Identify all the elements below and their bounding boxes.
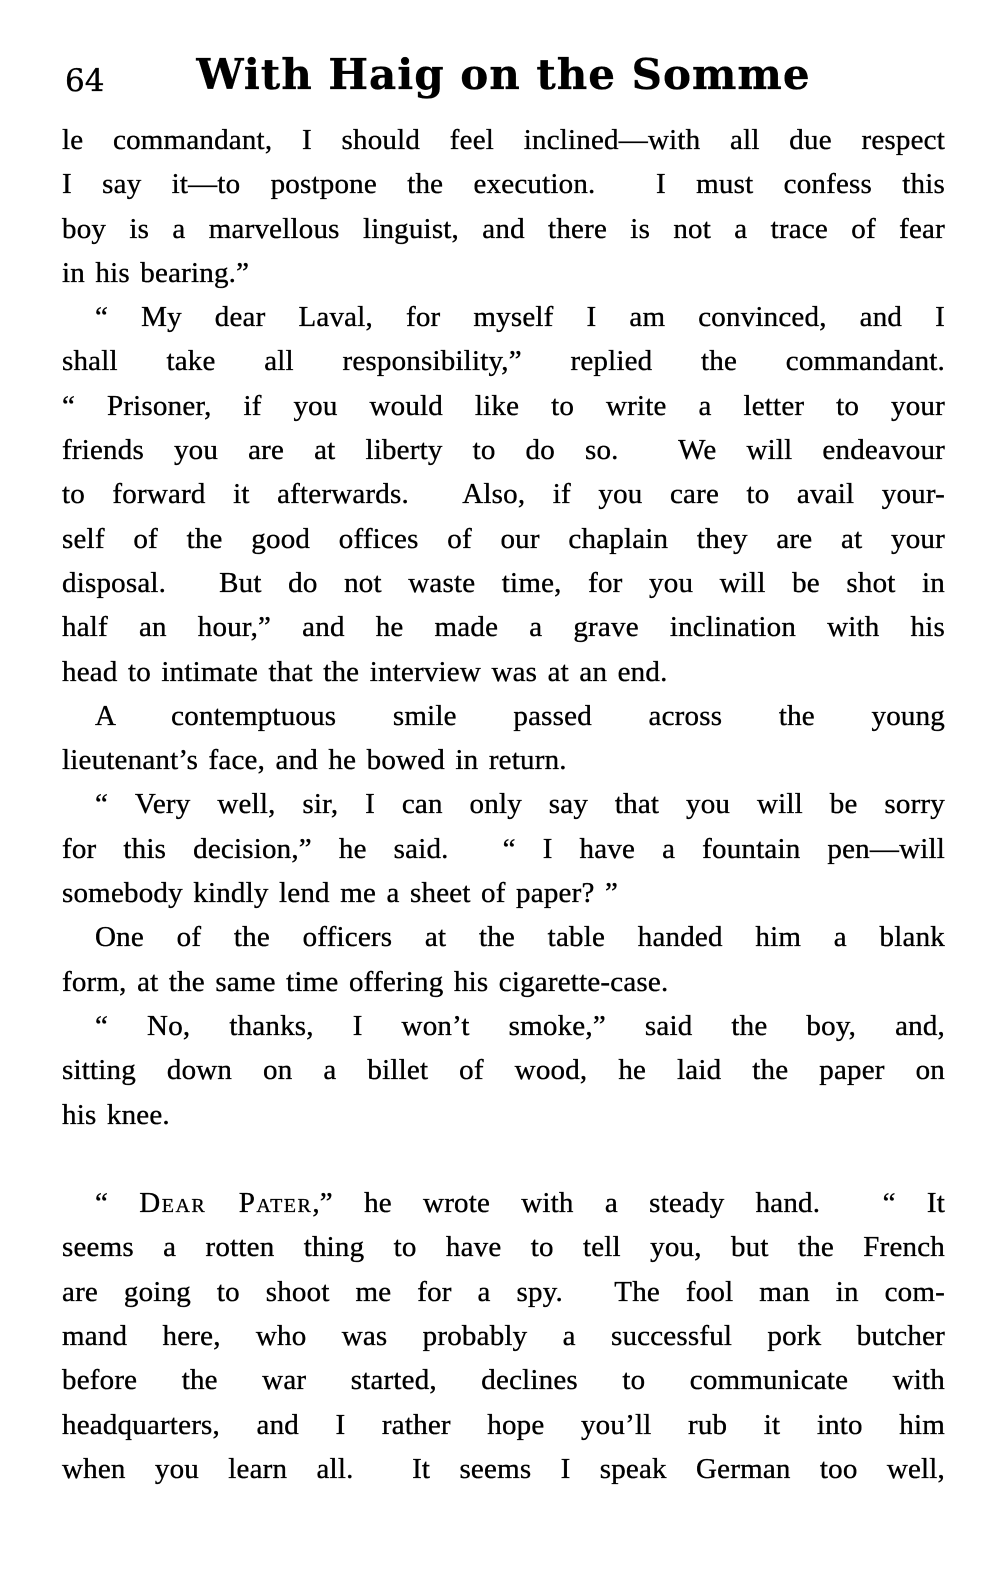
page-number: 64 — [65, 63, 105, 99]
text-line: One of the officers at the table handed him a blank — [95, 921, 945, 954]
text-line: when you learn all. It seems I speak German too well, — [62, 1452, 945, 1485]
text-line: somebody kindly lend me a sheet of paper? ” — [62, 877, 619, 910]
text-line: head to intimate that the interview was at an end. — [62, 655, 668, 688]
paragraph — [62, 1004, 945, 1137]
text-line: his knee. — [62, 1098, 170, 1131]
text-line: half an hour,” and he made a grave inclination with his — [62, 611, 945, 644]
text-line: form, at the same time offering his cigarette-case. — [62, 965, 669, 998]
text-line: boy is a marvellous linguist, and there is not a trace of fear — [62, 212, 945, 245]
page-body — [62, 118, 945, 1491]
text-line: mand here, who was probably a successful pork butcher — [62, 1320, 945, 1353]
text-line: “ My dear Laval, for myself I am convinced, and I — [95, 301, 945, 334]
text-line: “ Dear Pater,” he wrote with a steady hand. “ It — [95, 1187, 945, 1220]
running-title: With Haig on the Somme — [196, 50, 811, 99]
text-line: seems a rotten thing to have to tell you, but the French — [62, 1231, 945, 1264]
text-line: for this decision,” he said. “ I have a fountain pen—will — [62, 832, 945, 865]
text-line: headquarters, and I rather hope you’ll rub it into him — [62, 1408, 945, 1441]
paragraph — [62, 694, 945, 783]
text-line: lieutenant’s face, and he bowed in return. — [62, 744, 567, 777]
paragraph — [62, 1181, 945, 1491]
text-line: I say it—to postpone the execution. I must confess this — [62, 168, 945, 201]
text-line: are going to shoot me for a spy. The fool man in com- — [62, 1275, 945, 1308]
small-caps-text: Dear Pater — [139, 1187, 313, 1220]
text-line: “ No, thanks, I won’t smoke,” said the boy, and, — [95, 1009, 945, 1042]
paragraph — [62, 782, 945, 915]
paragraph — [62, 118, 945, 295]
text-line: le commandant, I should feel inclined—with all due respect — [62, 124, 945, 156]
page-header — [62, 48, 945, 102]
text-line: disposal. But do not waste time, for you will be shot in — [62, 566, 945, 599]
text-line: before the war started, declines to communicate with — [62, 1364, 945, 1397]
text-line: “ Very well, sir, I can only say that you will be sorry — [95, 788, 945, 821]
text-line: in his bearing.” — [62, 256, 250, 289]
text-line: friends you are at liberty to do so. We will endeavour — [62, 434, 945, 467]
text-line: sitting down on a billet of wood, he laid the paper on — [62, 1054, 945, 1087]
text-line: A contemptuous smile passed across the young — [95, 699, 945, 732]
text-line: shall take all responsibility,” replied the commandant. — [62, 345, 945, 378]
paragraph — [62, 915, 945, 1004]
text-line: “ Prisoner, if you would like to write a letter to your — [62, 389, 945, 422]
paragraph — [62, 295, 945, 694]
text-line: self of the good offices of our chaplain they are at your — [62, 522, 945, 555]
text-line: to forward it afterwards. Also, if you care to avail your- — [62, 478, 945, 511]
